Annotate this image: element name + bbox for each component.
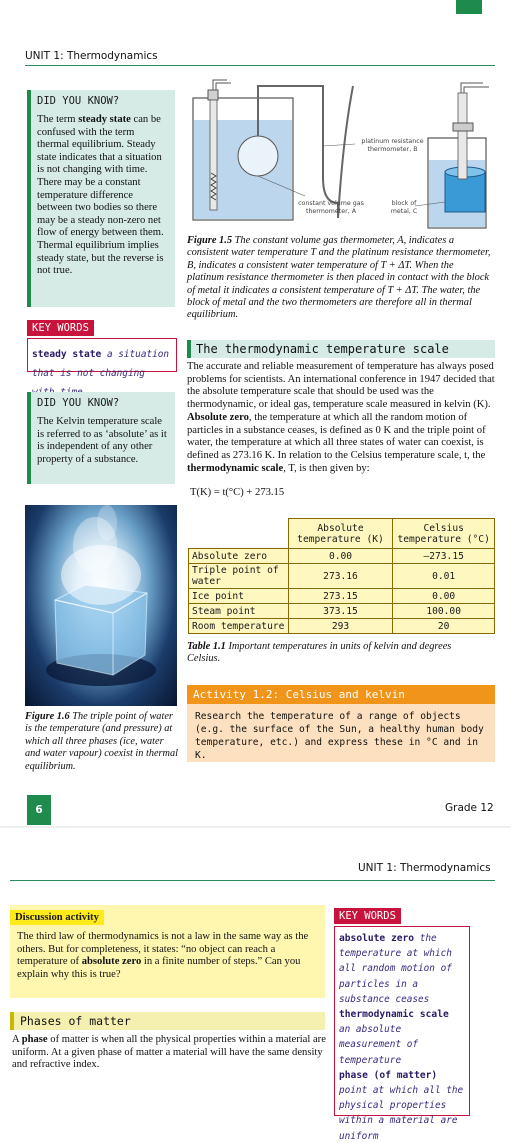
did-you-know-box-2	[27, 392, 175, 484]
activity-text: Research the temperature of a range of objects (e.g. the surface of the Sun, a healthy human body temperature, etc.) and express these in °C and in K.	[187, 704, 495, 762]
header-rule-page-2	[10, 880, 495, 881]
figure-1-6-photo-ice	[25, 505, 177, 706]
table-header-empty	[189, 519, 289, 549]
key-words-box-2	[334, 904, 470, 1142]
term-absolute-zero: Absolute zero	[187, 411, 249, 423]
table-row: Absolute zero 0.00 –273.15	[189, 549, 495, 564]
temperatures-table	[188, 518, 495, 634]
header-rule	[25, 65, 495, 66]
key-word-item: phase (of matter) point at which all the physical properties within a material are uniform	[339, 1069, 464, 1142]
key-words-box-1	[27, 316, 177, 379]
page-separator	[0, 826, 511, 828]
page-number-badge: 6	[27, 795, 51, 825]
table-row: Triple point of water 273.16 0.01	[189, 564, 495, 589]
activity-box	[187, 685, 495, 762]
key-word-item: thermodynamic scale an absolute measurement of temperature	[339, 1009, 449, 1066]
figure-1-5-caption: Figure 1.5 The constant volume gas thermometer, A, indicates a consistent water temperature T and the platinum resistance thermometer, B, indicates a consistent water temperature of T + ΔT. When the platinum resistance thermometer is then placed in contact with the block of metal it indicates a consistent temperature of T + ΔT. The water, the block of metal and the two thermometers are therefore all in thermal equilibrium.	[187, 235, 491, 321]
table-row: Ice point 273.15 0.00	[189, 589, 495, 604]
did-you-know-text: The Kelvin temperature scale is referred to as ‘absolute’ as it is independent of any other property of a substance.	[37, 416, 167, 465]
key-words-content	[27, 338, 177, 379]
phases-paragraph: A phase of matter is when all the physical properties within a material are uniform. At a given phase of matter a material will have the same density and refractive index.	[12, 1034, 326, 1071]
table-header-celsius: Celsius temperature (°C)	[393, 519, 495, 549]
ice-cube-illustration	[25, 505, 177, 706]
equation: T(K) = t(°C) + 273.15	[190, 487, 285, 498]
table-row: Steam point 373.15 100.00	[189, 604, 495, 619]
section-title-thermodynamic-scale: The thermodynamic temperature scale	[187, 340, 495, 358]
body-paragraph: The accurate and reliable measurement of temperature has always posed problems for scientists. An international conference in 1947 decided that the absolute temperature scale that should be used was the thermodynamic, or ideal gas, temperature scale measured in kelvin (K). Absolute zero, the temperature at which all the random motion of particles in a substance ceases, is defined as 0 K and the triple point of water, the temperature at which all three states of water can coexist, is defined as 273.16 K. In relation to the Celsius temperature scale, t, the thermodynamic scale, T, is then given by:	[187, 361, 495, 474]
label-platinum-thermometer: platinum resistance thermometer, B	[361, 138, 424, 153]
did-you-know-box-1	[27, 90, 175, 307]
figure-1-6-caption: Figure 1.6 The triple point of water is the temperature (and pressure) at which all three phases (ice, water and water vapour) coexist in thermal equilibrium.	[25, 711, 179, 772]
key-word-term: steady state	[32, 349, 102, 360]
section-title-phases: Phases of matter	[10, 1012, 325, 1030]
unit-header: UNIT 1: Thermodynamics	[25, 50, 158, 62]
grade-label: Grade 12	[445, 802, 494, 814]
did-you-know-text: The term steady state can be confused with the term thermal equilibrium. Steady state indicates that a situation is not changing with time. There may be a constant temperature difference between two bodies so there may be a steady non-zero net flow of energy between them. Thermal equilibrium implies steady state, but the reverse is not true.	[37, 114, 164, 277]
table-header-row	[189, 519, 495, 549]
discussion-text: The third law of thermodynamics is not a law in the same way as the others. But for completeness, it states: “no object can reach a temperature of absolute zero in a finite number of steps.” Can you explain why this is true?	[17, 931, 309, 981]
label-gas-thermometer: constant volume gas thermometer, A	[298, 200, 364, 215]
discussion-title: Discussion activity	[10, 910, 104, 925]
key-words-title: KEY WORDS	[27, 320, 94, 336]
table-header-absolute: Absolute temperature (K)	[288, 519, 393, 549]
did-you-know-title: DID YOU KNOW?	[37, 397, 120, 409]
table-row: Room temperature 293 20	[189, 619, 495, 634]
unit-header-page-2: UNIT 1: Thermodynamics	[358, 862, 491, 874]
discussion-activity-box	[10, 905, 325, 998]
activity-title: Activity 1.2: Celsius and kelvin	[187, 685, 495, 704]
term-thermodynamic-scale: thermodynamic scale	[187, 462, 284, 474]
label-metal-block: block of metal, C	[390, 200, 418, 215]
key-word-definition: a situation that is not changing	[32, 349, 170, 379]
key-word-item: absolute zero the temperature at which all random motion of particles in a substance ceases	[339, 933, 452, 1005]
did-you-know-title: DID YOU KNOW?	[37, 95, 120, 107]
page-tab-marker	[456, 0, 482, 14]
bold-term: steady state	[78, 114, 131, 125]
key-words-content	[334, 926, 470, 1142]
key-words-title: KEY WORDS	[334, 908, 401, 924]
table-1-1-caption: Table 1.1 Important temperatures in units of kelvin and degrees Celsius.	[187, 641, 452, 665]
